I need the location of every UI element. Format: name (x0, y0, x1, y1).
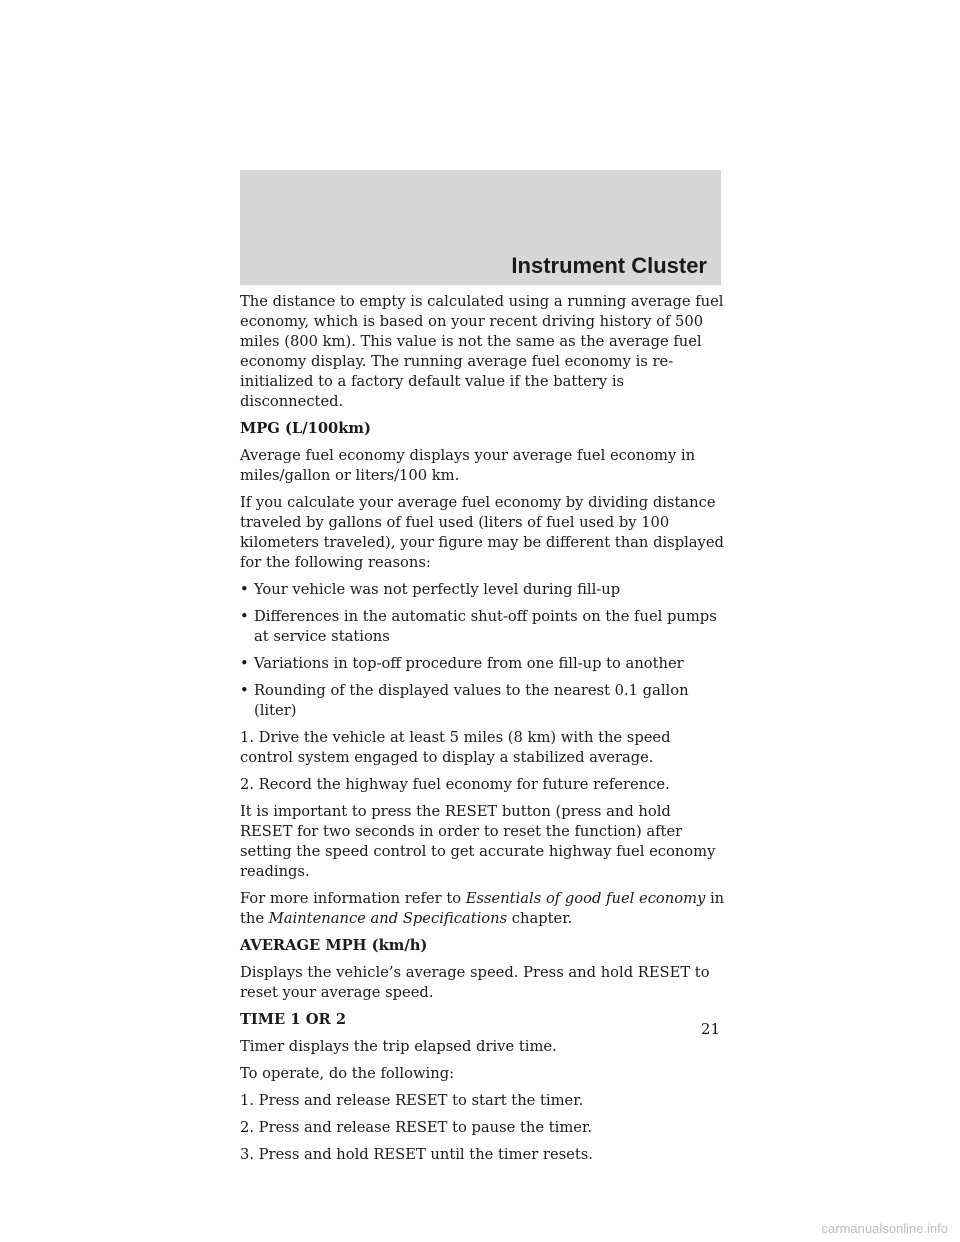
reference-essentials: Essentials of good fuel economy (465, 890, 706, 907)
page-number: 21 (700, 1020, 720, 1038)
step-start-timer: 1. Press and release RESET to start the timer. (240, 1092, 584, 1109)
paragraph-operate: To operate, do the following: (240, 1065, 455, 1082)
bullet-icon: • (240, 655, 249, 672)
page-content (240, 292, 725, 1172)
heading-mpg: MPG (L/100km) (240, 420, 371, 437)
step-pause-timer: 2. Press and release RESET to pause the timer. (240, 1119, 593, 1136)
paragraph-reset-importance: It is important to press the RESET button (press and hold RESET for two seconds in order to reset the function) after setting the speed control to get accurate highway fuel economy readings. (240, 803, 716, 880)
heading-average-mph: AVERAGE MPH (km/h) (240, 937, 428, 954)
paragraph-average-fuel-economy: Average fuel economy displays your average fuel economy in miles/gallon or liters/100 km. (240, 447, 696, 484)
watermark-text: carmanualsonline.info (821, 1221, 948, 1236)
paragraph-average-speed: Displays the vehicle’s average speed. Press and hold RESET to reset your average speed. (240, 964, 710, 1001)
step-record-economy: 2. Record the highway fuel economy for future reference. (240, 776, 670, 793)
list-item: • Rounding of the displayed values to the nearest 0.1 gallon (liter) (240, 682, 689, 719)
paragraph-distance-to-empty: The distance to empty is calculated using a running average fuel economy, which is based on your recent driving history of 500 miles (800 km). This value is not the same as the average fuel economy display. The running average fuel economy is re-initialized to a factory default value if the battery is disconnected. (240, 293, 724, 410)
list-item: • Your vehicle was not perfectly level during fill-up (240, 581, 621, 598)
list-item: • Differences in the automatic shut-off points on the fuel pumps at service stations (240, 608, 717, 645)
step-drive-vehicle: 1. Drive the vehicle at least 5 miles (8 km) with the speed control system engaged to display a stabilized average. (240, 729, 671, 766)
paragraph-timer: Timer displays the trip elapsed drive time. (240, 1038, 557, 1055)
reasons-list (240, 580, 725, 721)
heading-time: TIME 1 OR 2 (240, 1011, 347, 1028)
paragraph-more-information: For more information refer to Essentials of good fuel economy in the Maintenance and Specifications chapter. (240, 890, 725, 927)
reference-maintenance: Maintenance and Specifications (268, 910, 508, 927)
section-title: Instrument Cluster (511, 253, 707, 278)
bullet-icon: • (240, 581, 249, 598)
step-reset-timer: 3. Press and hold RESET until the timer resets. (240, 1146, 593, 1163)
list-item: • Variations in top-off procedure from one fill-up to another (240, 655, 684, 672)
bullet-icon: • (240, 608, 249, 625)
paragraph-calculation-reasons: If you calculate your average fuel economy by dividing distance traveled by gallons of fuel used (liters of fuel used by 100 kilometers traveled), your figure may be different than displayed for the following reasons: (240, 494, 724, 571)
section-header-band (240, 170, 721, 285)
bullet-icon: • (240, 682, 249, 699)
